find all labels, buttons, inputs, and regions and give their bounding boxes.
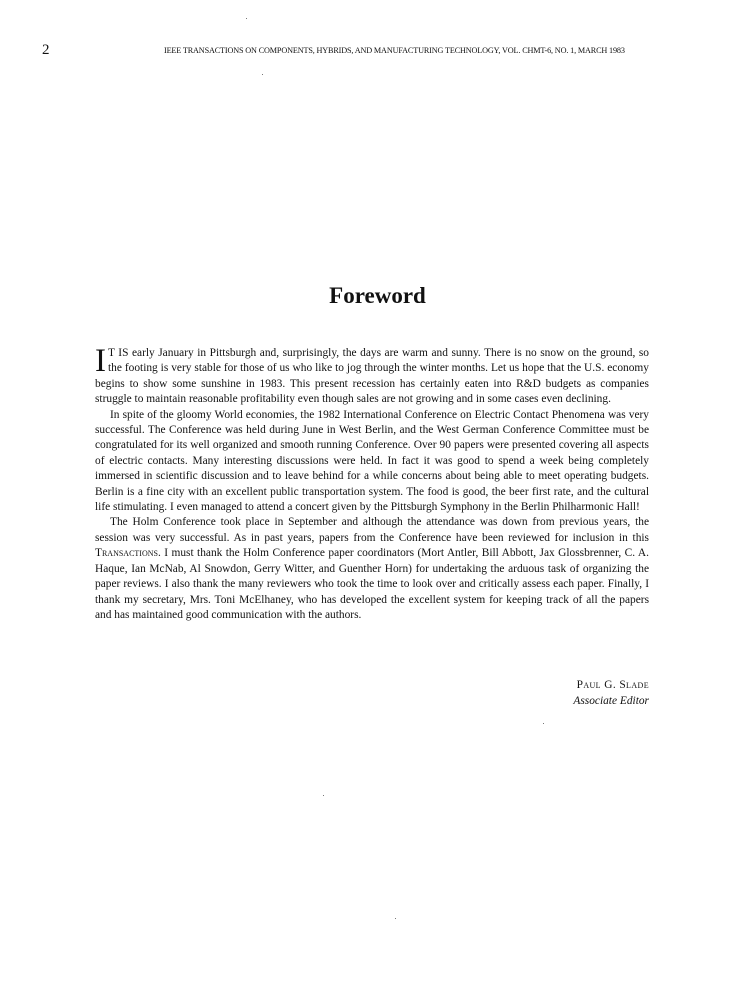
- scan-speck: [543, 723, 544, 724]
- running-header: IEEE TRANSACTIONS ON COMPONENTS, HYBRIDS, AND MANUFACTURING TECHNOLOGY, VOL. CHMT-6, NO. 1, MARCH 1983: [164, 46, 625, 55]
- scan-speck: [246, 18, 247, 19]
- scan-speck: [395, 918, 396, 919]
- author-name: Paul G. Slade: [576, 679, 649, 691]
- page-number: 2: [42, 42, 50, 58]
- drop-cap: I: [95, 343, 106, 379]
- article-body: [95, 343, 649, 623]
- signature-block: [573, 678, 649, 709]
- journal-name-smallcaps: Transactions: [95, 547, 158, 560]
- paragraph-2: In spite of the gloomy World economies, the 1982 International Conference on Electric Contact Phenomena was very successful. The Conference was held during June in West Berlin, and the West German Conference Committee must be congratulated for its well organized and smooth running Conference. Over 90 papers were presented covering all aspects of electric contacts. Many interesting discussions were held. In fact it was good to spend a week being completely immersed in scientific discussion and to leave behind for a while concerns about being able to meet operating budgets. Berlin is a fine city with an excellent public transportation system. The food is good, the beer first rate, and the cultural life stimulating. I even managed to attend a concert given by the Pittsburgh Symphony in the Berlin Philharmonic Hall!: [95, 408, 649, 514]
- paragraph-1: I T IS early January in Pittsburgh and, surprisingly, the days are warm and sunny. There is no snow on the ground, so the footing is very stable for those of us who like to jog through the winter months. Let us hope that the U.S. economy begins to show some sunshine in 1983. This present recession has certainly eaten into R&D budgets as companies struggle to maintain reasonable profitability even though sales are not growing and in some cases even declining.: [95, 343, 649, 406]
- scan-speck: [262, 74, 263, 75]
- article-title: Foreword: [329, 283, 426, 308]
- author-role: Associate Editor: [573, 694, 649, 707]
- scan-speck: [323, 795, 324, 796]
- paragraph-3: The Holm Conference took place in September and although the attendance was down from previous years, the session was very successful. As in past years, papers from the Conference have been reviewed for inclusion in this Transactions. I must thank the Holm Conference paper coordinators (Mort Antler, Bill Abbott, Jax Glossbrenner, C. A. Haque, Ian McNab, Al Snowdon, Gerry Witter, and Guenther Horn) for undertaking the arduous task of organizing the paper reviews. I also thank the many reviewers who took the time to look over and critically assess each paper. Finally, I thank my secretary, Mrs. Toni McElhaney, who has developed the excellent system for keeping track of all the papers and has maintained good communication with the authors.: [95, 516, 649, 621]
